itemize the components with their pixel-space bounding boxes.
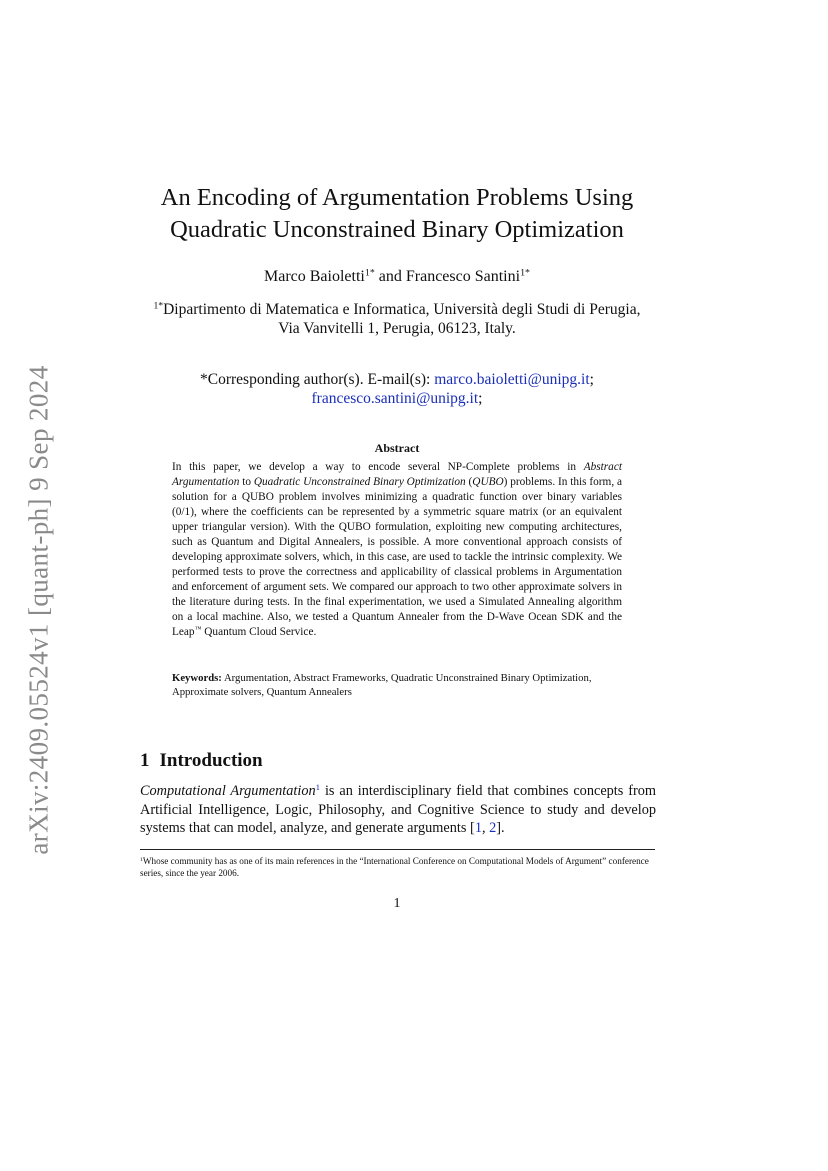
abstract-text: Quantum Cloud Service. <box>201 626 317 638</box>
intro-italic-term: Computational Argumentation <box>140 783 316 799</box>
affiliation-line-1: Dipartimento di Matematica e Informatica, Università degli Studi di Perugia, <box>163 301 641 318</box>
corresponding-author <box>100 370 694 408</box>
intro-paragraph <box>140 782 656 838</box>
author-2: Francesco Santini <box>405 268 521 285</box>
abstract-body <box>172 460 622 640</box>
email-link-2[interactable]: francesco.santini@unipg.it <box>311 390 479 407</box>
author-conjunction: and <box>374 268 406 285</box>
keywords <box>172 672 622 699</box>
abstract-italic-term: Quadratic Unconstrained Binary Optimization <box>253 476 466 488</box>
arxiv-stamp-text: arXiv:2409.05524v1 [quant-ph] 9 Sep 2024 <box>23 365 54 855</box>
email-separator: ; <box>589 371 594 388</box>
citation-link-2[interactable]: 2 <box>489 820 497 836</box>
title-line-1: An Encoding of Argumentation Problems Using <box>160 184 634 211</box>
section-heading <box>140 750 263 772</box>
footnote-link[interactable]: 1 <box>315 782 321 793</box>
author-list <box>100 268 694 286</box>
email-link-1[interactable]: marco.baioletti@unipg.it <box>434 371 590 388</box>
title-line-2: Quadratic Unconstrained Binary Optimization <box>170 216 624 243</box>
email-end: ; <box>478 390 483 407</box>
corresponding-prefix: *Corresponding author(s). E-mail(s): <box>200 371 435 388</box>
keywords-text: Argumentation, Abstract Frameworks, Quadratic Unconstrained Binary Optimization, Approximate solvers, Quantum Annealers <box>172 672 592 698</box>
footnote-divider <box>140 849 655 850</box>
abstract-italic-term: Abstract Argumentation <box>172 461 622 488</box>
affiliation <box>100 300 694 338</box>
abstract-text: ( <box>465 476 473 488</box>
author-2-mark: 1* <box>520 267 530 279</box>
keywords-label: Keywords: <box>172 672 222 684</box>
page-number: 1 <box>393 896 401 911</box>
section-title: Introduction <box>159 750 263 771</box>
intro-text: ]. <box>496 820 505 836</box>
intro-text: is an interdisciplinary field that combines concepts from Artificial Intelligence, Logic, Philosophy, and Cognitive Science to study and develop systems that can model, analyze, and generate arguments [ <box>140 783 657 836</box>
affiliation-line-2: Via Vanvitelli 1, Perugia, 06123, Italy. <box>278 320 516 337</box>
affiliation-mark: 1* <box>153 300 164 312</box>
citation-separator: , <box>481 820 490 836</box>
footnote-mark: 1 <box>140 856 143 863</box>
abstract-heading: Abstract <box>374 441 420 455</box>
paper-title <box>100 182 694 246</box>
author-1: Marco Baioletti <box>264 268 365 285</box>
abstract-text: ) problems. In this form, a solution for a QUBO problem involves minimizing a quadratic function over binary variables (0/1), where the coefficients can be represented by a symmetric square matrix (or an equivalent upper triangular version). With the QUBO formulation, exploiting new computing architectures, such as Quantum and Digital Annealers, is possible. A more conventional approach consists of developing approximate solvers, which, in this case, are used to tackle the intrinsic complexity. We performed tests to prove the correctness and applicability of classical problems in Argumentation and enforcement of argument sets. We compared our approach to two other approximate solvers in the literature during tests. In the final experimentation, we used a Simulated Annealing algorithm on a local machine. Also, we tested a Quantum Annealer from the D-Wave Ocean SDK and the Leap <box>172 476 623 638</box>
abstract-text: In this paper, we develop a way to encode several NP-Complete problems in <box>172 461 584 473</box>
section-number: 1 <box>140 750 150 771</box>
author-1-mark: 1* <box>364 267 375 279</box>
footnote <box>140 855 655 879</box>
trademark-mark: ™ <box>194 625 202 634</box>
arxiv-stamp <box>16 360 62 860</box>
abstract-italic-term: QUBO <box>472 476 504 488</box>
footnote-text: Whose community has as one of its main references in the “International Conference on Computational Models of Argument” conference series, since the year 2006. <box>140 856 649 878</box>
abstract-text: to <box>239 476 254 488</box>
citation-link-1[interactable]: 1 <box>474 820 482 836</box>
